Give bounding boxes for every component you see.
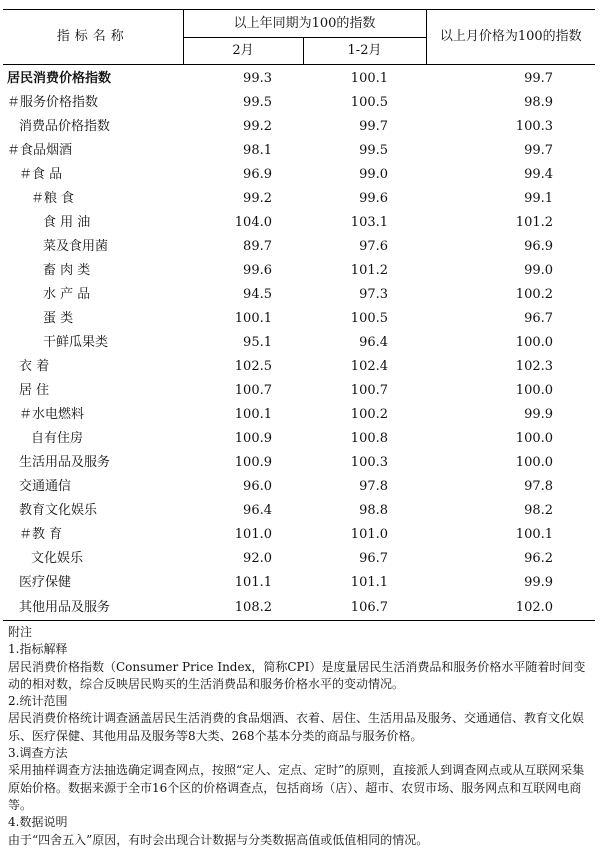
row-value-yoy-cumulative: 100.2 bbox=[350, 407, 389, 422]
row-indicator-name: 生活用品及服务 bbox=[19, 455, 111, 470]
table-row bbox=[3, 595, 595, 621]
table-row bbox=[3, 211, 595, 235]
row-indicator-name: 干鲜瓜果类 bbox=[43, 335, 109, 350]
row-indicator-name: 消费品价格指数 bbox=[19, 119, 111, 134]
cpi-table bbox=[3, 9, 595, 621]
row-value-mom: 96.2 bbox=[524, 551, 554, 566]
row-value-yoy-cumulative: 97.6 bbox=[359, 239, 389, 254]
row-value-yoy-cumulative: 102.4 bbox=[350, 359, 389, 374]
row-value-mom: 99.4 bbox=[524, 167, 554, 182]
row-value-yoy-month: 92.0 bbox=[243, 551, 272, 566]
row-value-yoy-cumulative: 103.1 bbox=[350, 215, 389, 230]
row-value-yoy-cumulative: 100.5 bbox=[350, 311, 389, 326]
row-value-mom: 98.2 bbox=[524, 503, 554, 518]
row-indicator-name: 蛋 类 bbox=[43, 311, 74, 326]
header-yoy-group: 以上年同期为100的指数 bbox=[183, 10, 426, 38]
row-value-yoy-cumulative: 99.0 bbox=[359, 167, 389, 182]
table-row bbox=[3, 91, 595, 115]
table-row bbox=[3, 355, 595, 379]
row-value-yoy-cumulative: 101.0 bbox=[350, 527, 389, 542]
table-body bbox=[3, 65, 595, 621]
row-value-yoy-month: 99.2 bbox=[243, 119, 272, 134]
note-title-survey-method: 3.调查方法 bbox=[8, 746, 68, 761]
table-row bbox=[3, 139, 595, 163]
row-value-yoy-month: 95.1 bbox=[243, 335, 272, 350]
table-row bbox=[3, 163, 595, 187]
header-yoy-month: 2月 bbox=[183, 38, 303, 65]
row-value-mom: 102.3 bbox=[515, 359, 554, 374]
row-value-yoy-cumulative: 96.4 bbox=[359, 335, 389, 350]
row-indicator-name: ＃食品烟酒 bbox=[7, 143, 73, 158]
row-value-mom: 99.9 bbox=[524, 575, 554, 590]
row-value-yoy-month: 99.5 bbox=[243, 95, 272, 110]
row-value-yoy-month: 96.4 bbox=[243, 503, 272, 518]
table-row bbox=[3, 283, 595, 307]
table-row bbox=[3, 427, 595, 451]
row-value-yoy-cumulative: 100.5 bbox=[350, 95, 389, 110]
table-row bbox=[3, 187, 595, 211]
row-value-yoy-cumulative: 97.8 bbox=[359, 479, 389, 494]
table-row bbox=[3, 259, 595, 283]
row-indicator-name: 菜及食用菌 bbox=[43, 239, 109, 254]
row-value-yoy-cumulative: 101.1 bbox=[350, 575, 389, 590]
row-value-yoy-cumulative: 106.7 bbox=[303, 595, 426, 621]
row-value-yoy-month: 100.1 bbox=[234, 407, 272, 422]
row-indicator-name: 居民消费价格指数 bbox=[7, 71, 112, 86]
row-value-yoy-month: 102.5 bbox=[234, 359, 272, 374]
table-row bbox=[3, 331, 595, 355]
row-indicator-name: 文化娱乐 bbox=[31, 551, 84, 566]
row-value-mom: 101.2 bbox=[515, 215, 554, 230]
table-row bbox=[3, 475, 595, 499]
row-value-mom: 98.9 bbox=[524, 95, 554, 110]
table-row bbox=[3, 307, 595, 331]
note-title-statistical-scope: 2.统计范围 bbox=[8, 694, 68, 709]
note-title-data-notes: 4.数据说明 bbox=[8, 815, 68, 830]
row-indicator-name: 交通通信 bbox=[19, 479, 72, 494]
row-value-yoy-cumulative: 100.3 bbox=[350, 455, 389, 470]
row-value-mom: 100.2 bbox=[515, 287, 554, 302]
row-value-mom: 99.1 bbox=[524, 191, 554, 206]
row-value-yoy-cumulative: 96.7 bbox=[359, 551, 389, 566]
row-indicator-name: 畜 肉 类 bbox=[43, 263, 91, 278]
table-row bbox=[3, 235, 595, 259]
header-mom: 以上月价格为100的指数 bbox=[426, 10, 595, 65]
row-value-mom: 100.1 bbox=[515, 527, 554, 542]
row-value-yoy-cumulative: 100.7 bbox=[350, 383, 389, 398]
notes-section bbox=[8, 624, 594, 849]
row-value-yoy-cumulative: 100.8 bbox=[350, 431, 389, 446]
row-value-yoy-month: 100.9 bbox=[234, 455, 272, 470]
table-row bbox=[3, 571, 595, 595]
row-value-mom: 96.7 bbox=[524, 311, 554, 326]
table-header bbox=[3, 10, 595, 65]
row-indicator-name: ＃食 品 bbox=[19, 167, 63, 182]
row-value-mom: 102.0 bbox=[426, 595, 595, 621]
note-title-indicator-definition: 1.指标解释 bbox=[8, 642, 68, 657]
row-value-yoy-cumulative: 99.6 bbox=[359, 191, 389, 206]
note-text-survey-method: 采用抽样调查方法抽选确定调查网点，按照“定人、定点、定时”的原则，直接派人到调查网点或从互联网采集原始价格。数据来源于全市16个区的价格调查点，包括商场（店）、超市、农贸市场、服务网点和互联网电商等。 bbox=[8, 763, 585, 812]
row-value-yoy-month: 96.0 bbox=[243, 479, 272, 494]
row-value-mom: 96.9 bbox=[524, 239, 554, 254]
row-value-mom: 99.0 bbox=[524, 263, 554, 278]
row-indicator-name: 教育文化娱乐 bbox=[19, 503, 98, 518]
row-value-yoy-month: 99.2 bbox=[243, 191, 272, 206]
row-value-mom: 100.0 bbox=[515, 383, 554, 398]
table-row bbox=[3, 403, 595, 427]
row-value-yoy-month: 108.2 bbox=[183, 595, 303, 621]
row-value-yoy-month: 100.7 bbox=[234, 383, 272, 398]
row-value-mom: 99.7 bbox=[524, 143, 554, 158]
table-row bbox=[3, 115, 595, 139]
row-value-mom: 100.0 bbox=[515, 335, 554, 350]
table-row bbox=[3, 379, 595, 403]
row-indicator-name: ＃教 育 bbox=[19, 527, 63, 542]
table-row bbox=[3, 523, 595, 547]
row-indicator-name: 居 住 bbox=[19, 383, 50, 398]
row-value-mom: 100.3 bbox=[515, 119, 554, 134]
table-row bbox=[3, 65, 595, 92]
row-value-yoy-month: 100.9 bbox=[234, 431, 272, 446]
note-text-statistical-scope: 居民消费价格统计调查涵盖居民生活消费的食品烟酒、衣着、居住、生活用品及服务、交通通信、教育文化娱乐、医疗保健、其他用品及服务等8大类、268个基本分类的商品与服务价格。 bbox=[8, 711, 585, 743]
row-value-yoy-cumulative: 99.7 bbox=[359, 119, 389, 134]
table-row bbox=[3, 547, 595, 571]
header-yoy-cumulative: 1-2月 bbox=[303, 38, 426, 65]
row-value-yoy-cumulative: 100.1 bbox=[350, 71, 389, 86]
row-indicator-name: 水 产 品 bbox=[43, 287, 91, 302]
row-indicator-name: 其他用品及服务 bbox=[3, 595, 183, 621]
row-indicator-name: ＃服务价格指数 bbox=[7, 95, 99, 110]
row-indicator-name: ＃粮 食 bbox=[31, 191, 75, 206]
table-row bbox=[3, 499, 595, 523]
row-value-yoy-month: 99.3 bbox=[243, 71, 272, 86]
row-value-yoy-month: 104.0 bbox=[234, 215, 272, 230]
row-value-mom: 100.0 bbox=[515, 455, 554, 470]
note-text-indicator-definition: 居民消费价格指数（Consumer Price Index，简称CPI）是度量居民生活消费品和服务价格水平随着时间变动的相对数，综合反映居民购买的生活消费品和服务价格水平的变动情况。 bbox=[8, 659, 586, 691]
row-value-yoy-month: 94.5 bbox=[243, 287, 272, 302]
row-value-yoy-month: 98.1 bbox=[243, 143, 272, 158]
row-value-yoy-cumulative: 101.2 bbox=[350, 263, 389, 278]
row-value-yoy-cumulative: 98.8 bbox=[359, 503, 389, 518]
row-value-mom: 100.0 bbox=[515, 431, 554, 446]
row-indicator-name: 食 用 油 bbox=[43, 215, 91, 230]
row-value-yoy-month: 89.7 bbox=[243, 239, 272, 254]
row-value-yoy-month: 100.1 bbox=[234, 311, 272, 326]
row-value-mom: 99.9 bbox=[524, 407, 554, 422]
notes-heading: 附注 bbox=[8, 625, 33, 639]
note-text-data-notes: 由于“四舍五入”原因，有时会出现合计数据与分类数据高值或低值相同的情况。 bbox=[8, 832, 429, 847]
row-indicator-name: ＃水电燃料 bbox=[19, 407, 85, 422]
row-value-mom: 99.7 bbox=[524, 71, 554, 86]
row-value-yoy-month: 101.0 bbox=[234, 527, 272, 542]
table-row bbox=[3, 451, 595, 475]
row-indicator-name: 自有住房 bbox=[31, 431, 84, 446]
row-value-yoy-cumulative: 97.3 bbox=[359, 287, 389, 302]
row-indicator-name: 医疗保健 bbox=[19, 575, 72, 590]
row-value-yoy-month: 99.6 bbox=[243, 263, 272, 278]
row-value-yoy-cumulative: 99.5 bbox=[359, 143, 389, 158]
header-indicator-name: 指标名称 bbox=[3, 10, 183, 65]
row-value-yoy-month: 96.9 bbox=[243, 167, 272, 182]
row-value-mom: 97.8 bbox=[524, 479, 554, 494]
row-indicator-name: 衣 着 bbox=[19, 359, 50, 374]
row-value-yoy-month: 101.1 bbox=[234, 575, 272, 590]
